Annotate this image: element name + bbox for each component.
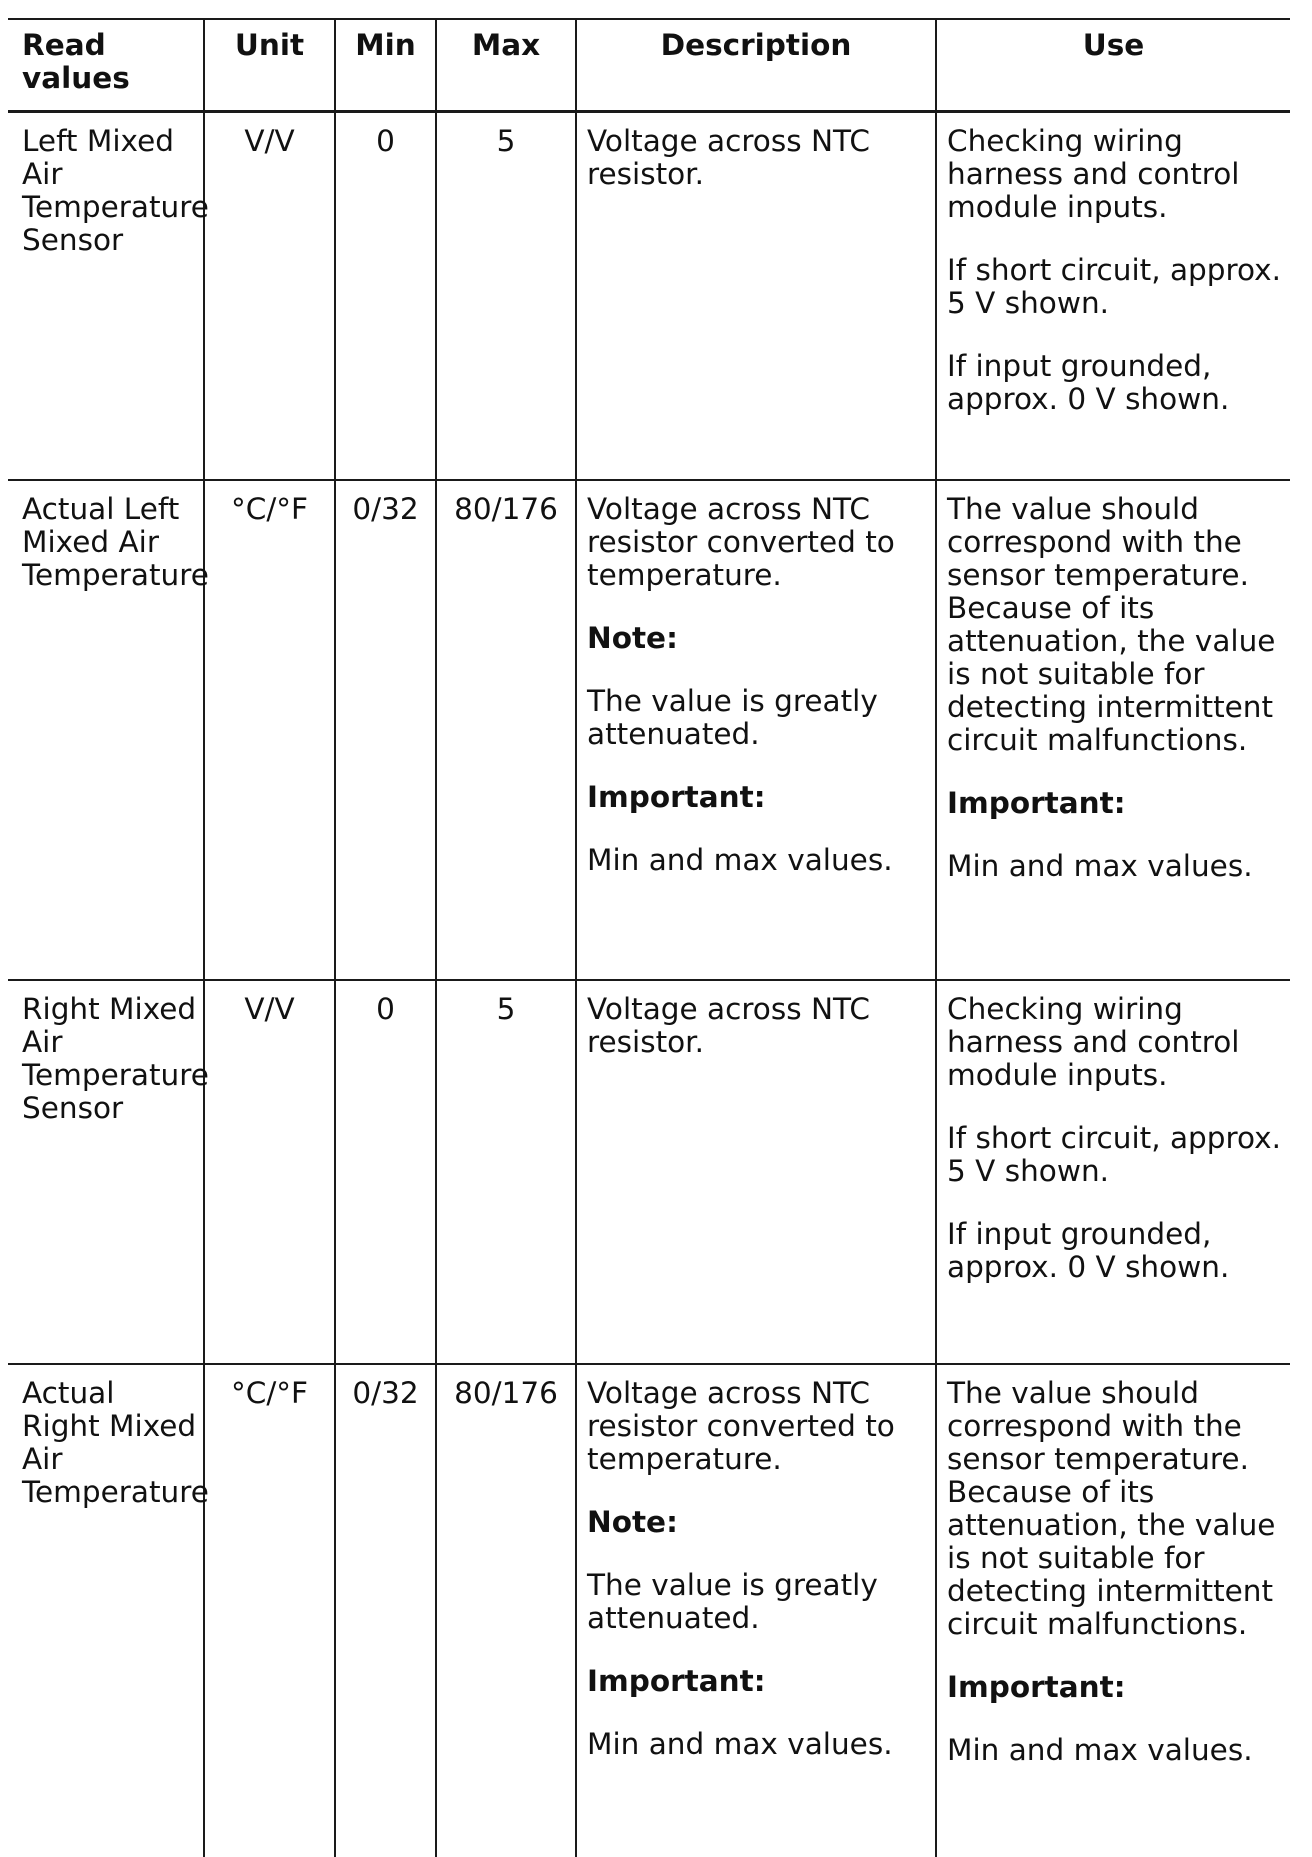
use-paragraph: If short circuit, approx. 5 V shown. — [947, 253, 1281, 320]
row-description — [576, 480, 936, 980]
row-unit: V/V — [204, 980, 335, 1364]
use-paragraph: The value should correspond with the sensor temperature. Because of its attenuation, the value is not suitable for detecting intermittent circuit malfunctions. — [947, 492, 1276, 757]
row-name: Right Mixed Air Temperature Sensor — [8, 980, 204, 1364]
use-paragraph: If input grounded, approx. 0 V shown. — [947, 1217, 1230, 1284]
row-max: 80/176 — [436, 1364, 576, 1857]
table-row — [8, 980, 1290, 1364]
header-min: Min — [335, 19, 436, 112]
header-read-values: Read values — [8, 19, 204, 112]
header-unit: Unit — [204, 19, 335, 112]
row-max: 5 — [436, 980, 576, 1364]
use-paragraph: The value should correspond with the sensor temperature. Because of its attenuation, the value is not suitable for detecting intermittent circuit malfunctions. — [947, 1376, 1276, 1641]
row-min: 0/32 — [335, 480, 436, 980]
row-max: 80/176 — [436, 480, 576, 980]
use-paragraph: If short circuit, approx. 5 V shown. — [947, 1121, 1281, 1188]
row-min: 0/32 — [335, 1364, 436, 1857]
important-label: Important: — [947, 786, 1126, 820]
note-text: The value is greatly attenuated. — [587, 684, 878, 751]
use-paragraph: Checking wiring harness and control module inputs. — [947, 992, 1240, 1092]
note-text: The value is greatly attenuated. — [587, 1568, 878, 1635]
row-use — [936, 980, 1290, 1364]
header-use: Use — [936, 19, 1290, 112]
row-description — [576, 112, 936, 481]
header-max: Max — [436, 19, 576, 112]
description-text: Voltage across NTC resistor converted to temperature. — [587, 492, 895, 592]
row-max: 5 — [436, 112, 576, 481]
use-paragraph: If input grounded, approx. 0 V shown. — [947, 349, 1230, 416]
row-unit: °C/°F — [204, 480, 335, 980]
important-text: Min and max values. — [947, 1733, 1253, 1767]
row-name: Actual Left Mixed Air Temperature — [8, 480, 204, 980]
note-label: Note: — [587, 1505, 678, 1539]
note-label: Note: — [587, 621, 678, 655]
row-use — [936, 1364, 1290, 1857]
row-use — [936, 112, 1290, 481]
important-text: Min and max values. — [587, 843, 893, 877]
row-min: 0 — [335, 112, 436, 481]
description-text: Voltage across NTC resistor. — [587, 992, 870, 1059]
table-row — [8, 480, 1290, 980]
description-text: Voltage across NTC resistor. — [587, 124, 870, 191]
row-description — [576, 980, 936, 1364]
row-min: 0 — [335, 980, 436, 1364]
table-row — [8, 1364, 1290, 1857]
read-values-table — [8, 18, 1290, 1857]
table-row — [8, 112, 1290, 481]
row-unit: °C/°F — [204, 1364, 335, 1857]
row-use — [936, 480, 1290, 980]
description-text: Voltage across NTC resistor converted to temperature. — [587, 1376, 895, 1476]
table-header-row — [8, 19, 1290, 112]
important-text: Min and max values. — [947, 849, 1253, 883]
important-text: Min and max values. — [587, 1727, 893, 1761]
row-name: Actual Right Mixed Air Temperature — [8, 1364, 204, 1857]
important-label: Important: — [587, 1664, 766, 1698]
important-label: Important: — [587, 780, 766, 814]
row-unit: V/V — [204, 112, 335, 481]
row-name: Left Mixed Air Temperature Sensor — [8, 112, 204, 481]
important-label: Important: — [947, 1670, 1126, 1704]
use-paragraph: Checking wiring harness and control module inputs. — [947, 124, 1240, 224]
row-description — [576, 1364, 936, 1857]
header-description: Description — [576, 19, 936, 112]
